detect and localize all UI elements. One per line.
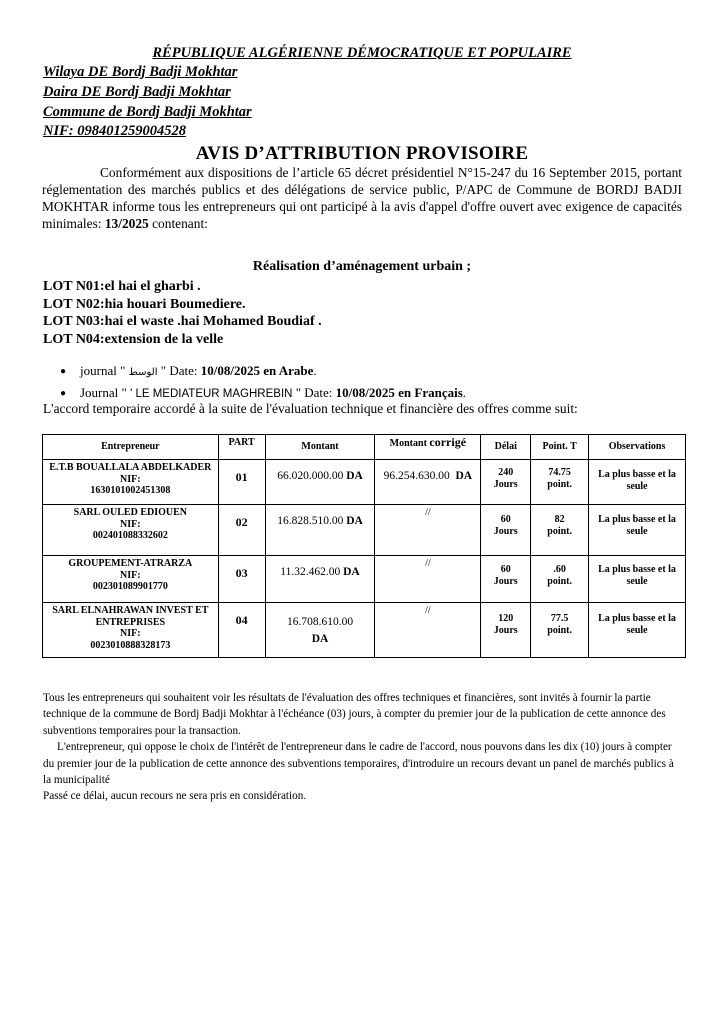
page-title: AVIS D’ATTRIBUTION PROVISOIRE xyxy=(195,143,529,164)
col-part: PART xyxy=(218,435,265,460)
table-row xyxy=(43,603,686,658)
intro-text: Conformément aux dispositions de l’article 65 décret présidentiel N°15-247 du 16 September 2015, portant réglementation des marchés publics et des délégations de service public, P/APC de Commune de BORDJ BADJI MOKHTAR informe tous les entrepreneurs qui ont participé à la avis d'appel d'offre ouvert avec exigence de capacités minimales: xyxy=(42,165,682,231)
cell-observations: La plus basse et la seule xyxy=(589,556,686,603)
lot-item xyxy=(43,313,322,331)
lot-name: extension de la velle xyxy=(104,331,224,347)
cell-point: 74.75 point. xyxy=(531,460,589,505)
table-row xyxy=(43,556,686,603)
tender-reference: 13/2025 xyxy=(104,216,149,231)
col-observations: Observations xyxy=(589,435,686,460)
results-table xyxy=(42,434,686,658)
bullet-icon: ● xyxy=(60,366,67,377)
lot-item xyxy=(43,278,322,296)
lot-item xyxy=(43,296,322,314)
cell-part: 03 xyxy=(218,556,265,603)
daira-line: Daira DE Bordj Badji Mokhtar xyxy=(43,84,231,100)
col-entrepreneur: Entrepreneur xyxy=(43,435,219,460)
publication-item: ● Journal " ' LE MEDIATEUR MAGHREBIN " Date: 10/08/2025 en Français. xyxy=(60,383,466,404)
cell-montant-corrige: // xyxy=(375,556,481,603)
publication-date: 10/08/2025 en Français xyxy=(335,385,463,400)
footer-paragraph: Passé ce délai, aucun recours ne sera pris en considération. xyxy=(43,790,307,803)
table-row xyxy=(43,505,686,556)
col-montant-corrige: Montant corrigé xyxy=(375,435,481,460)
cell-part: 04 xyxy=(218,603,265,658)
accord-text: L'accord temporaire accordé à la suite de l'évaluation technique et financière des offres comme suit: xyxy=(43,401,578,416)
cell-montant-corrige: // xyxy=(375,505,481,556)
publication-date: 10/08/2025 en Arabe xyxy=(200,363,314,378)
cell-montant: 16.708.610.00 DA xyxy=(265,603,375,658)
intro-tail: contenant: xyxy=(148,216,208,231)
cell-observations: La plus basse et la seule xyxy=(589,460,686,505)
cell-point: 77.5 point. xyxy=(531,603,589,658)
col-point: Point. T xyxy=(531,435,589,460)
journal-name: ' LE MEDIATEUR MAGHREBIN xyxy=(130,388,293,400)
lot-item xyxy=(43,331,322,349)
subject-heading: Réalisation d’aménagement urbain ; xyxy=(252,259,472,274)
cell-delai: 60 Jours xyxy=(481,556,531,603)
footer-paragraph: Tous les entrepreneurs qui souhaitent voir les résultats de l'évaluation des offres techniques et financières, sont invités à fournir la partie technique de la commune de Bordj Badji Mokhtar à l'échéance (03) jours, à compter du premier jour de la publication de cette annonce des subventions temporaires pour la transaction. xyxy=(43,692,666,737)
lot-name: hia houari Boumediere. xyxy=(104,296,246,312)
commune-line: Commune de Bordj Badji Mokhtar xyxy=(43,104,252,120)
col-delai: Délai xyxy=(481,435,531,460)
journal-name: الوسط xyxy=(128,367,158,378)
cell-point: .60 point. xyxy=(531,556,589,603)
cell-delai: 60 Jours xyxy=(481,505,531,556)
intro-paragraph xyxy=(42,164,682,232)
cell-delai: 120 Jours xyxy=(481,603,531,658)
republic-heading: RÉPUBLIQUE ALGÉRIENNE DÉMOCRATIQUE ET POPULAIRE xyxy=(152,45,572,61)
lot-label: LOT N02: xyxy=(43,296,105,312)
nif-line: NIF: 098401259004528 xyxy=(43,123,186,139)
cell-montant-corrige: // xyxy=(375,603,481,658)
footer-notes xyxy=(43,690,683,805)
publication-list xyxy=(60,361,466,404)
col-montant: Montant xyxy=(265,435,375,460)
publication-item: ● journal " الوسط " Date: 10/08/2025 en Arabe. xyxy=(60,361,466,383)
table-header-row xyxy=(43,435,686,460)
cell-montant: 16.828.510.00 DA xyxy=(265,505,375,556)
cell-delai: 240 Jours xyxy=(481,460,531,505)
cell-montant: 66.020.000.00 DA xyxy=(265,460,375,505)
cell-part: 01 xyxy=(218,460,265,505)
lot-label: LOT N04: xyxy=(43,331,105,347)
lot-label: LOT N01: xyxy=(43,279,105,294)
cell-montant: 11.32.462.00 DA xyxy=(265,556,375,603)
cell-montant-corrige: 96.254.630.00 DA xyxy=(375,460,481,505)
cell-entrepreneur: SARL OULED EDIOUEN NIF: 002401088332602 xyxy=(43,505,219,556)
cell-entrepreneur: E.T.B BOUALLALA ABDELKADER NIF: 1630101002451308 xyxy=(43,460,219,505)
lot-list xyxy=(43,278,322,348)
bullet-icon: ● xyxy=(60,388,67,399)
cell-entrepreneur: SARL ELNAHRAWAN INVEST ET ENTREPRISES NIF: 0023010888328173 xyxy=(43,603,219,658)
cell-observations: La plus basse et la seule xyxy=(589,603,686,658)
cell-part: 02 xyxy=(218,505,265,556)
cell-observations: La plus basse et la seule xyxy=(589,505,686,556)
cell-entrepreneur: GROUPEMENT-ATRARZA NIF: 002301089901770 xyxy=(43,556,219,603)
table-row xyxy=(43,460,686,505)
footer-paragraph: L'entrepreneur, qui oppose le choix de l'intérêt de l'entrepreneur dans le cadre de l'accord, nous pouvons dans les dix (10) jours à compter du premier jour de la publication de cette annonce des subventions temporaires, d'introduire un recours devant un panel de marchés publics à la municipalité xyxy=(43,741,674,787)
wilaya-line: Wilaya DE Bordj Badji Mokhtar xyxy=(43,64,238,80)
lot-name: el hai el gharbi . xyxy=(104,279,201,294)
cell-point: 82 point. xyxy=(531,505,589,556)
lot-label: LOT N03: xyxy=(43,314,105,329)
lot-name: hai el waste .hai Mohamed Boudiaf . xyxy=(104,314,322,329)
